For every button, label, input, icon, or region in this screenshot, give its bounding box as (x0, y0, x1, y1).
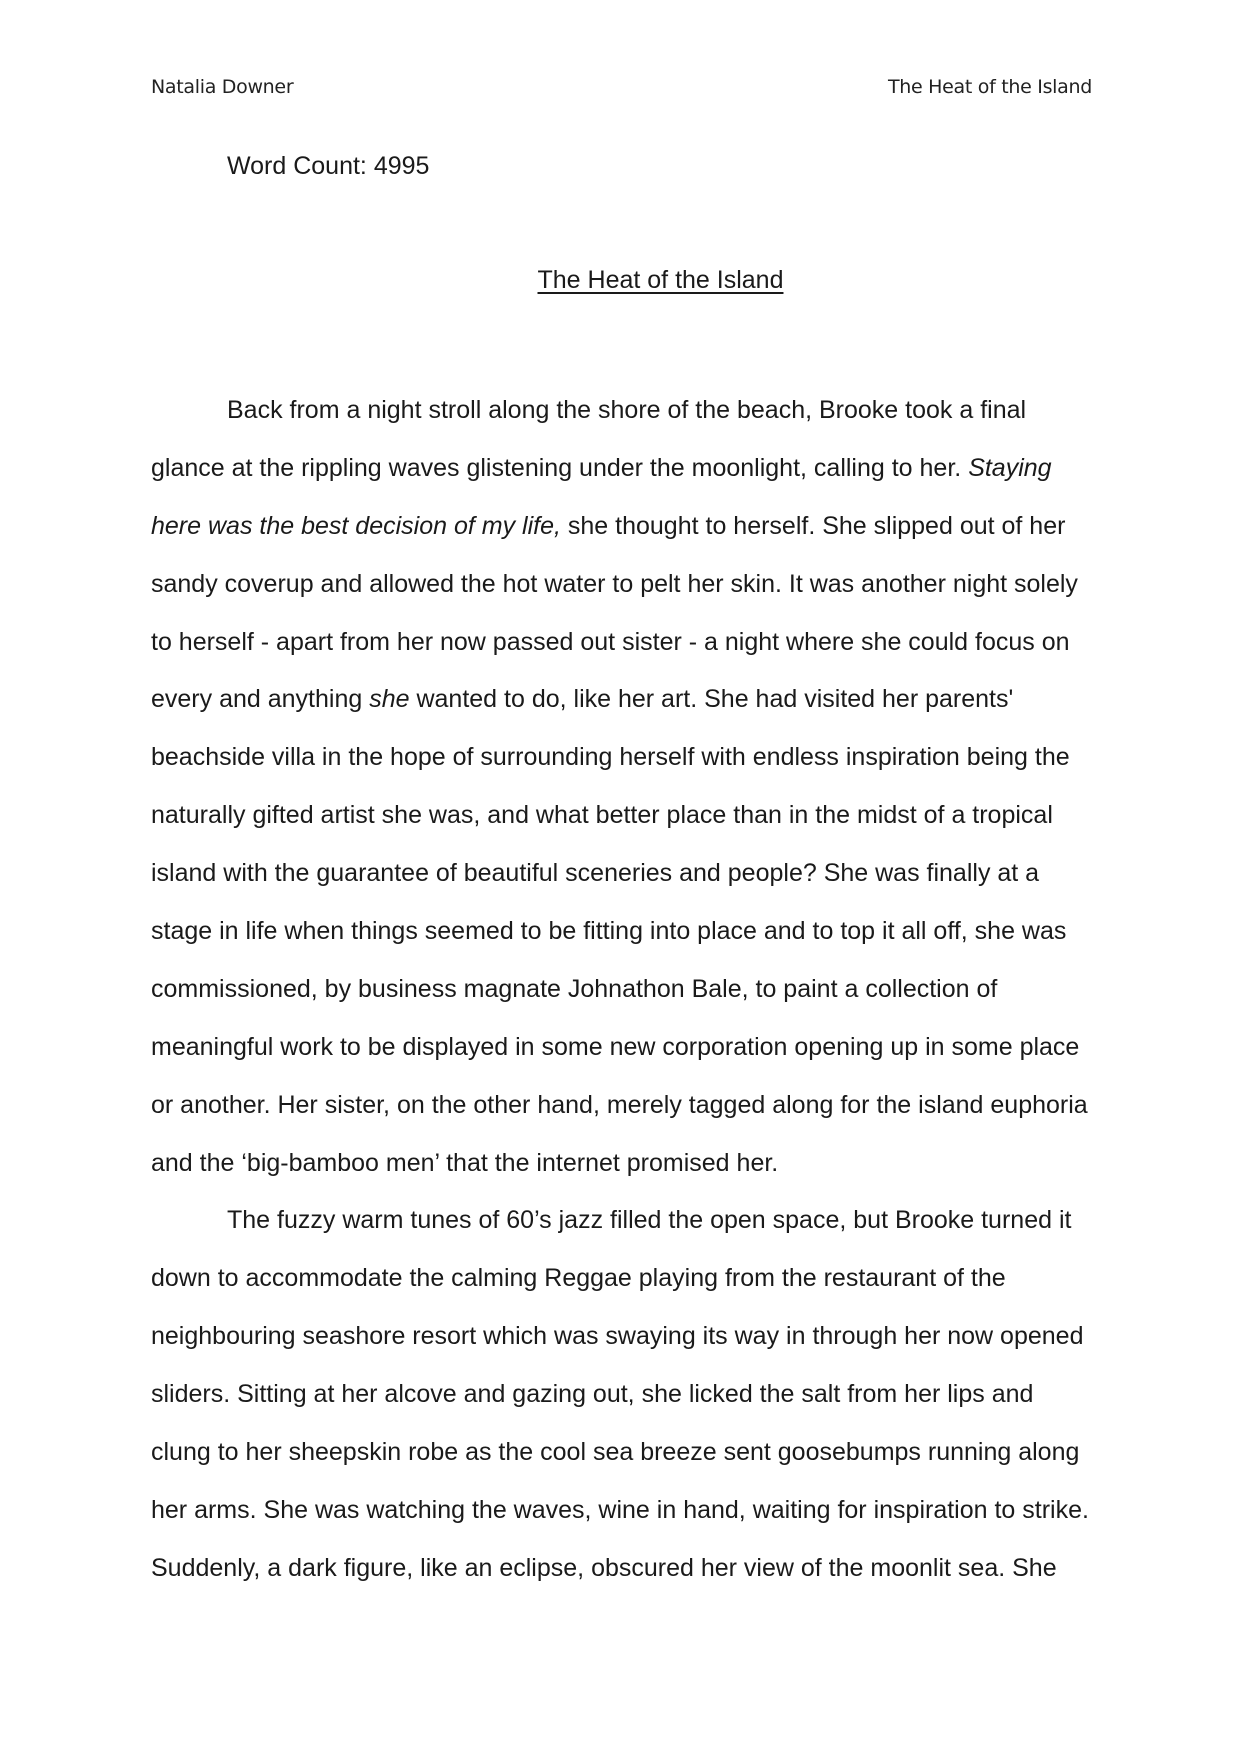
paragraph (151, 1192, 1111, 1597)
text-run: her arms. She was watching the waves, wine in hand, waiting for inspiration to strike. (151, 1495, 1089, 1524)
text-line (151, 556, 1111, 614)
text-run: meaningful work to be displayed in some new corporation opening up in some place (151, 1032, 1080, 1061)
text-run: she thought to herself. She slipped out of her (560, 511, 1066, 540)
text-line (151, 1482, 1111, 1540)
text-line (151, 1366, 1111, 1424)
text-run: down to accommodate the calming Reggae playing from the restaurant of the (151, 1264, 1006, 1293)
text-line (151, 845, 1111, 903)
text-line (151, 729, 1111, 787)
text-line (151, 1019, 1111, 1077)
text-run: naturally gifted artist she was, and what better place than in the midst of a tropical (151, 801, 1053, 830)
text-line (151, 614, 1111, 672)
page-header (151, 76, 1092, 100)
italic-text: here was the best decision of my life, (151, 511, 561, 540)
text-run: The fuzzy warm tunes of 60’s jazz filled the open space, but Brooke turned it (227, 1206, 1072, 1235)
text-line (151, 787, 1111, 845)
text-line (151, 1135, 1111, 1193)
text-line (151, 498, 1111, 556)
text-line (151, 1424, 1111, 1482)
header-running-title: The Heat of the Island (888, 76, 1092, 98)
text-line (151, 440, 1111, 498)
story-title: The Heat of the Island (537, 266, 784, 294)
story-body (151, 382, 1111, 1598)
text-line (151, 903, 1111, 961)
paragraph (151, 382, 1111, 1192)
text-run: Suddenly, a dark figure, like an eclipse, obscured her view of the moonlit sea. She (151, 1553, 1057, 1582)
text-run: to herself - apart from her now passed out sister - a night where she could focus on (151, 627, 1070, 656)
text-run: or another. Her sister, on the other hand, merely tagged along for the island euphoria (151, 1090, 1088, 1119)
text-line (151, 961, 1111, 1019)
text-line (151, 382, 1111, 440)
text-run: neighbouring seashore resort which was swaying its way in through her now opened (151, 1322, 1084, 1351)
text-run: sliders. Sitting at her alcove and gazing out, she licked the salt from her lips and (151, 1380, 1034, 1409)
text-run: stage in life when things seemed to be fitting into place and to top it all off, she was (151, 917, 1067, 946)
italic-text: she (369, 685, 410, 714)
text-run: beachside villa in the hope of surrounding herself with endless inspiration being the (151, 743, 1070, 772)
text-run: commissioned, by business magnate Johnathon Bale, to paint a collection of (151, 974, 998, 1003)
italic-text: Staying (968, 453, 1052, 482)
text-line (151, 1192, 1111, 1250)
text-run: wanted to do, like her art. She had visited her parents' (409, 685, 1014, 714)
text-line (151, 1308, 1111, 1366)
text-run: glance at the rippling waves glistening under the moonlight, calling to her. (151, 453, 969, 482)
text-run: island with the guarantee of beautiful sceneries and people? She was finally at a (151, 859, 1040, 888)
text-line (151, 671, 1111, 729)
text-run: clung to her sheepskin robe as the cool sea breeze sent goosebumps running along (151, 1438, 1080, 1467)
text-line (151, 1250, 1111, 1308)
text-run: and the ‘big-bamboo men’ that the internet promised her. (151, 1148, 779, 1177)
text-run: Back from a night stroll along the shore of the beach, Brooke took a final (227, 396, 1027, 424)
text-line (151, 1540, 1111, 1598)
text-run: sandy coverup and allowed the hot water to pelt her skin. It was another night solely (151, 569, 1078, 598)
text-line (151, 1077, 1111, 1135)
header-author: Natalia Downer (151, 76, 294, 98)
text-run: every and anything (151, 685, 370, 714)
word-count: Word Count: 4995 (227, 152, 430, 180)
